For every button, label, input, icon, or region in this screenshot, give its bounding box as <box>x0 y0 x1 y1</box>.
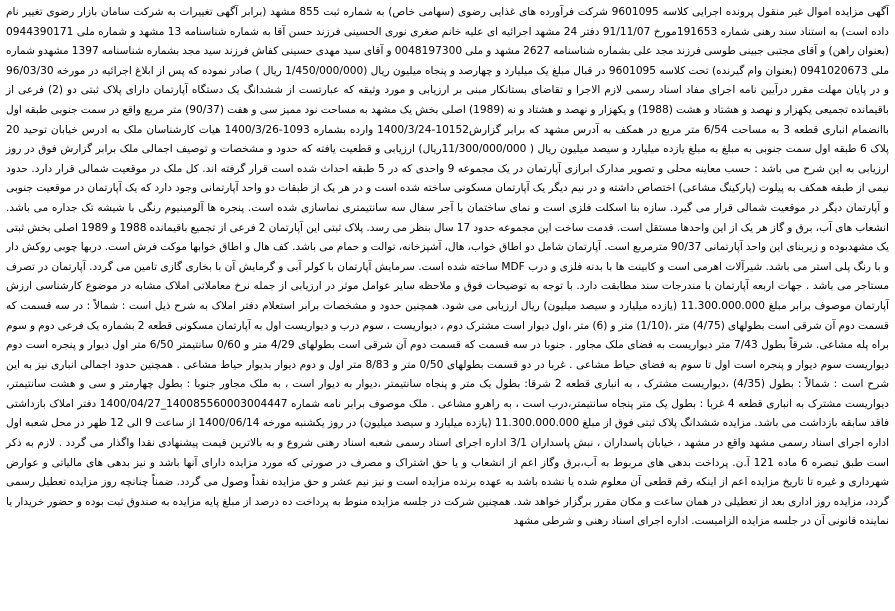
auction-notice-body-text: آگهی مزایده اموال غیر منقول پرونده اجرایی کلاسه 9601095 شرکت فرآورده های غذایی رضوی (سهامی خاص) به شماره ثبت 855 مشهد (برابر آگهی تغییرات به شرکت سامان بازار رضوی تغییر نام داده است) به استناد سند رهنی شماره 191653مورخ 91/11/07 دفتر 24 مشهد اجرائیه ای علیه خانم صغری نوری الحسینی فرزند حسن آقا به شماره شناسنامه 13 مشهد و شماره ملی 0944390171 (بعنوان راهن) و آقای مجتبی جبینی طوسی فرزند مجد علی بشماره شناسنامه 2627 مشهد و ملی 0048197300 و آقای سید مهدی حسینی کفاش فرزند سید مجد بشماره شناسنامه 1397 مشهدو شماره ملی 0941020673 (بعنوان وام گیرنده) تحت کلاسه 9601095 در قبال مبلغ یک میلیارد و چهارصد و پنجاه میلیون ریال (1/450/000/000 ریال ) صادر نموده که پس از ابلاغ اجرائیه در مورخه 96/03/30 و در پایان مهلت مقرر درآیین نامه اجرای مفاد اسناد رسمی لازم الاجرا و تقاضای بستانکار مبنی بر ارزیابی و مورد وثیقه که عبارتست از ششدانگ یک دستگاه آپارتمان دارای پلاک ثبتی دو (2) فرعی از باقیمانده تجمیعی یکهزار و نهصد و هشتاد و هشت (1988) و یکهزار و نهصد و هشتاد و نه (1989) اصلی بخش یک مشهد به مساحت نود ممیز سی و هفت (90/37) متر مربع واقع در سمت جنوبی طبقه اول باانضمام انباری قطعه 3 به مساحت 6/54 متر مربع در همکف به آدرس مشهد که برابر گزارش10152-1400/3/24 وارده بشماره 1093-1400/3/26 هیات کارشناسان ملک به ادرس خیابان توحید 20 پلاک 6 طبقه اول سمت جنوبی به مبلغ به مبلغ یازده میلیارد و سیصد میلیون ریال ( 11/300/000/000ریال) ارزیابی و قطعیت یافته که حدود و مشخصات و توصیف اجمالی ملک برابر گزارش فوق در روز ارزیابی به این شرح می باشد : حسب معاینه محلی و تصویر مدارک ابرازی آپارتمان در یک مجموعه 9 واحدی که در 5 طبقه احداث شده است قرار گرفته اند. کل ملک در موقعیت شمالی قرار دارد. حدود نیمی از طبقه همکف به پیلوت (پارکینگ مشاعی) اختصاص داشته و در نیم دیگر یک آپارتمان مسکونی ساخته شده است و در هر یک از طبقات دو واحد آپارتمانی وجود دارد که یک آپارتمان در موقعیت جنوبی و آپارتمان دیگر در موقعیت شمالی قرار می گیرد. سازه بنا اسکلت فلزی است و نمای ساختمان با آجر سفال سه سانتیمتری نماسازی شده است. پنجره ها آلومینیوم رنگی با شیشه تک جداره می باشد. انشعاب های آب، برق و گاز هر یک از این واحدها مستقل است. قدمت ساخت این مجموعه حدود 17 سال بنظر می رسد. پلاک ثبتی این آپارتمان 2 فرعی از تجمیع باقیمانده 1988 و 1989 اصلی بخش ثبتی یک مشهدبوده و زیربنای این واحد آپارتمانی 90/37 مترمربع است. آپارتمان شامل دو اطاق خواب، هال، آشپزخانه، توالت و حمام می باشد. کف هال و اطاق خوابها موکت فرش است. دربها چوبی روکش دار و با رنگ پلی استر می باشد. شیرآلات اهرمی است و کابینت ها با بدنه فلزی و درب MDF ساخته شده است. سرمایش آپارتمان با کولر آبی و گرمایش آن با بخاری گازی تامین می گردد. آپارتمان در تصرف مستاجر می باشد . جهات اربعه آپارتمان با مندرجات سند مطابقت دارد. با توجه به توضیحات فوق و ملاحظه سایر عوامل موثر در ارزیابی از جمله نرخ معاملاتی املاک مشابه در موضوع کارشناسی ارزش آپارتمان موصوف برابر مبلغ 11.300.000.000 (یازده میلیارد و سیصد میلیون) ریال ارزیابی می شود. همچنین حدود و مشخصات برابر استعلام دفتر املاک به شرح ذیل است : شمالاً : در سه قسمت که قسمت دوم آن شرقی است بطولهای (4/75) متر ،(1/10) متر و (6) متر ،اول دیوار است مشترک دوم ، دیواریست ، سوم درب و دیواریست اول به آپارتمان مسکونی قطعه 2 بشماره یک فرعی دوم و سوم براه پله مشاعی. شرقاً بطول 7/43 متر دیواریست به فضای ملک مجاور . جنوبا در سه قسمت که قسمت دوم آن شرقی است بطولهای 4/29 متر و 0/60 سانتیمتر 6/50 متر اول دیوار و پنجره است دوم دیواریست سوم دیوار و پنجره است اول تا سوم به فضای حیاط مشاعی . غربا در دو قسمت بطولهای 0/50 متر و 8/83 متر اول و دوم دیوار بدیوار حیاط مشاعی . همچنین حدود اجمالی انباری نیز به این شرح است : شمالاً : بطول (4/35) ،دیواریست مشترک ، به انباری قطعه 2 شرقا: بطول یک متر و پنجاه سانتیمتر ،دیوار به دیوار است ، به ملک مجاور جنوبا : بطول چهارمتر و سی و هشت سانتیمتر، دیواریست مشترک به انباری قطعه 4 غربا : بطول یک متر پنجاه سانتیمتر،درب است ، به راهرو مشاعی . ملک موصوف برابر نامه شماره 140085560003004447_1400/04/27 دفتر املاک بازداشتی فاقد سابقه بازداشت می باشد. مزایده ششدانگ پلاک ثبتی فوق از مبلغ 11.300.000.000 (یازده میلیارد و سیصد میلیون) در روز یکشنبه مورخه 1400/06/14 از ساعت 9 الی 12 ظهر در محل شعبه اول اداره اجرای اسناد رسمی مشهد واقع در مشهد ، خیابان پاسداران ، نبش پاسداران 3/1 اداره اجرای اسناد رسمی شعبه اسناد رهنی شروع و به بالاترین قیمت پیشنهادی نقدا واگذار می گردد . لازم به ذکر است طبق تبصره 6 ماده 121 آ.ن. پرداخت بدهی های مربوط به آب،برق وگاز اعم از انشعاب و یا حق اشتراک و مصرف در صورتی که مورد مزایده دارای آنها باشد و نیز بدهی های مالیاتی و عوارض شهرداری و غیره تا تاریخ مزایده اعم از اینکه رقم قطعی آن معلوم شده یا نشده باشد به عهده برنده مزایده است و نیز نیم عشر و حق مزایده نقداً وصول می گردد. ضمناً چنانچه روز مزایده تعطیل رسمی گردد، مزایده روز اداری بعد از تعطیلی در همان ساعت و مکان مقرر برگزار خواهد شد. همچنین شرکت در جلسه مزایده منوط به پرداخت ده درصد از مبلغ پایه مزایده به صندوق ثبت بوده و حضور خریدار یا نماینده قانونی آن در جلسه مزایده الزامیست. اداره اجرای اسناد رهنی و شرطی مشهد <box>6 6 890 528</box>
